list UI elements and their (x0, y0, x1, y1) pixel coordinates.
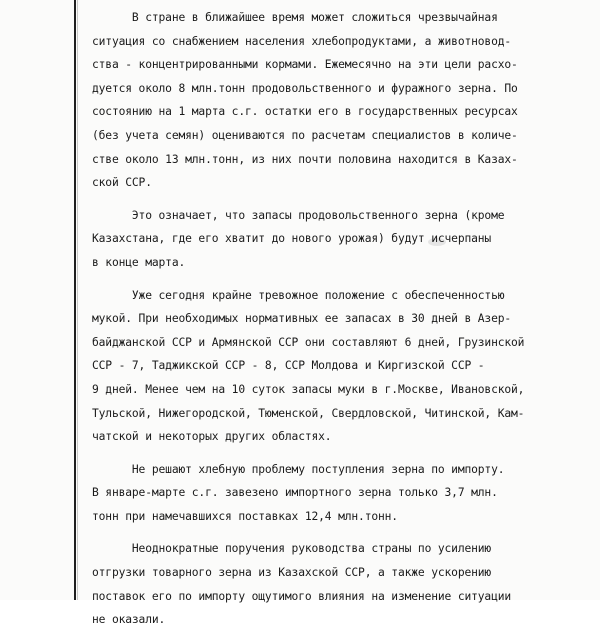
document-body (92, 6, 578, 632)
paragraph-imports (92, 458, 578, 529)
text-line: ССР - 7, Таджикской ССР - 8, ССР Молдова и Киргизской ССР - (92, 359, 485, 373)
text-line: состоянию на 1 марта с.г. остатки его в государственных ресурсах (92, 105, 518, 119)
text-line: мукой. При необходимых нормативных ее запасах в 30 дней в Азер- (92, 312, 512, 326)
text-line: Не решают хлебную проблему поступления зерна по импорту. (92, 462, 505, 476)
paragraph-grain-shortage (92, 6, 578, 195)
text-line: не оказали. (92, 613, 166, 627)
paragraph-instructions (92, 537, 578, 631)
text-line: ской ССР. (92, 176, 152, 190)
text-line: чатской и некоторых других областях. (92, 430, 332, 444)
text-line: ства - концентрированными кормами. Ежемесячно на эти цели расхо- (92, 58, 518, 72)
text-line: дуется около 8 млн.тонн продовольственного и фуражного зерна. По (92, 81, 518, 95)
text-line: ситуация со снабжением населения хлебопродуктами, а животновод- (92, 34, 512, 48)
margin-rule-shadow (77, 0, 78, 600)
text-line: (без учета семян) оцениваются по расчетам специалистов в количе- (92, 128, 518, 142)
text-line: в конце марта. (92, 255, 186, 269)
text-line: стве около 13 млн.тонн, из них почти половина находится в Казах- (92, 152, 518, 166)
text-line: тонн при намечавшихся поставках 12,4 млн.тонн. (92, 509, 398, 523)
text-line: В январе-марте с.г. завезено импортного зерна только 3,7 млн. (92, 486, 498, 500)
text-line: В стране в ближайшее время может сложиться чрезвычайная (92, 11, 498, 24)
margin-rule (74, 0, 76, 600)
text-line: Казахстана, где его хватит до нового урожая) будут исчерпаны (92, 232, 492, 246)
text-line: поставок его по импорту ощутимого влияния на изменение ситуации (92, 589, 512, 603)
text-line: байджанской ССР и Армянской ССР они составляют 6 дней, Грузинской (92, 335, 525, 349)
text-line: Уже сегодня крайне тревожное положение с обеспеченностью (92, 288, 505, 302)
text-line: Тульской, Нижегородской, Тюменской, Свердловской, Читинской, Кам- (92, 406, 525, 420)
text-line: 9 дней. Менее чем на 10 суток запасы муки в г.Москве, Ивановской, (92, 382, 525, 396)
text-line: Это означает, что запасы продовольственного зерна (кроме (92, 208, 505, 222)
text-line: Неоднократные поручения руководства страны по усилению (92, 542, 492, 556)
text-line: отгрузки товарного зерна из Казахской ССР, а также ускорению (92, 566, 492, 580)
paragraph-flour-supply (92, 284, 578, 449)
paragraph-reserves-exhausted (92, 204, 578, 275)
